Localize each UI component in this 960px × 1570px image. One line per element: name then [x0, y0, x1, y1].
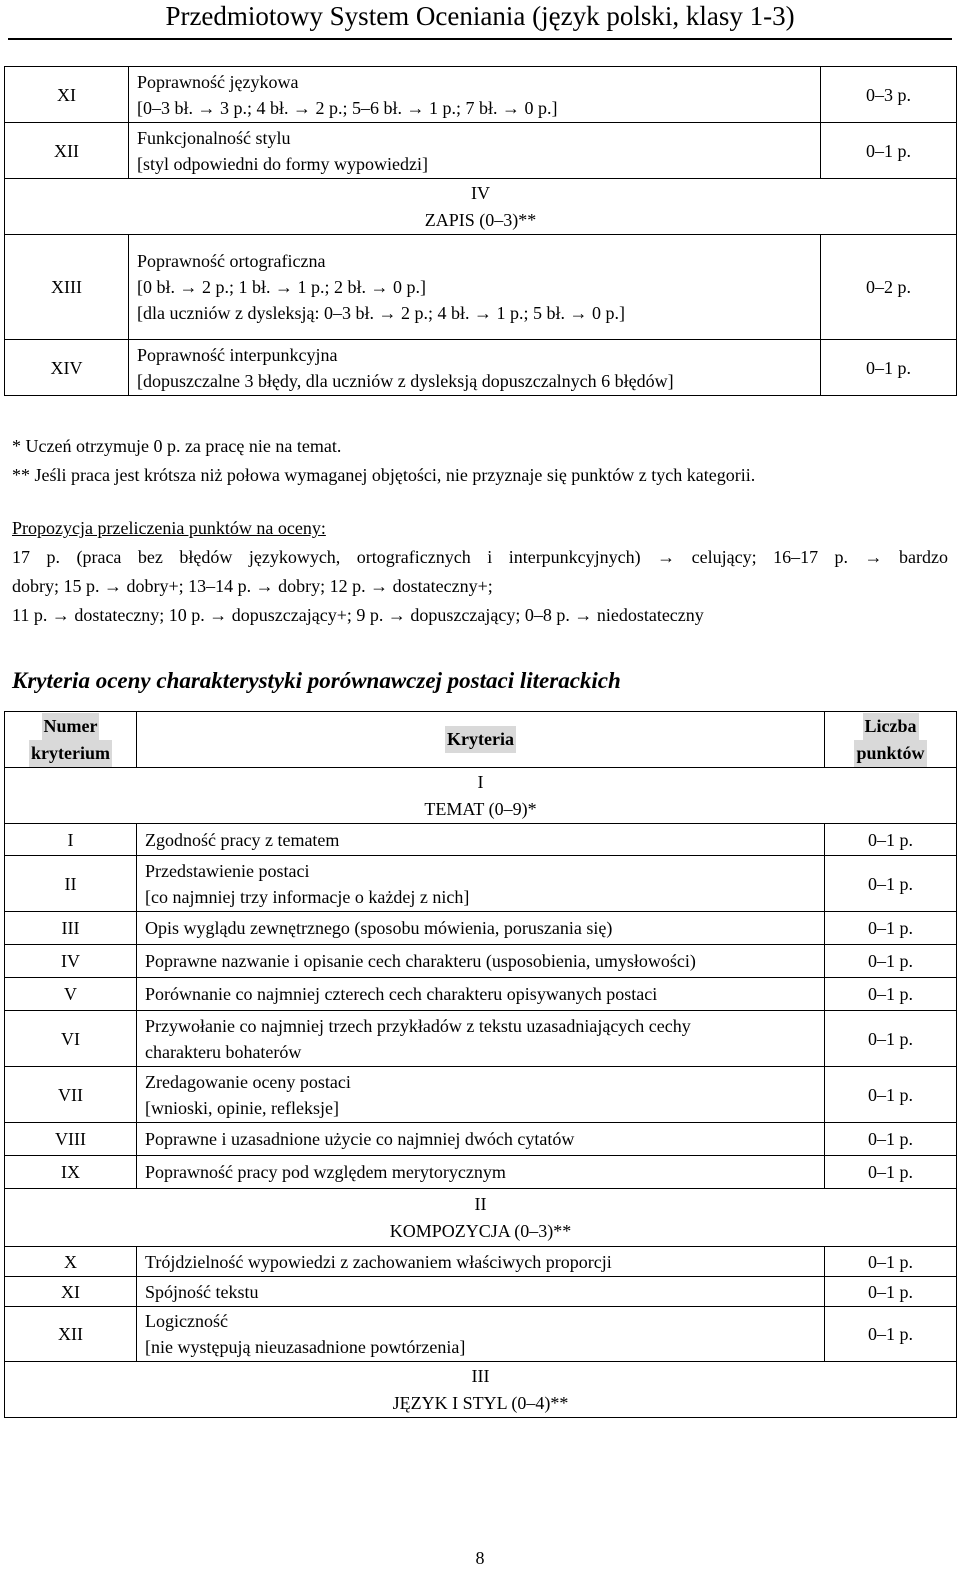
criterion-line: Logiczność	[145, 1311, 228, 1331]
criterion-number: VII	[5, 1067, 137, 1123]
section-row-jezyk	[5, 1362, 957, 1418]
criterion-points: 0–1 p.	[825, 1307, 957, 1362]
criterion-line: [dla uczniów z dysleksją: 0–3 bł. → 2 p.; 4 bł. → 1 p.; 5 bł. → 0 p.]	[137, 303, 625, 323]
criterion-points: 0–3 p.	[821, 67, 957, 123]
criterion-line: Poprawność interpunkcyjna	[137, 344, 338, 365]
header-rule	[8, 38, 952, 40]
table2-head	[5, 712, 957, 824]
table2-section-kompozycja	[5, 1189, 957, 1247]
criterion-points: 0–1 p.	[825, 1247, 957, 1277]
criterion-line: Porównanie co najmniej czterech cech charakteru opisywanych postaci	[145, 984, 658, 1004]
criterion-description	[137, 978, 825, 1011]
criterion-number: IV	[5, 945, 137, 978]
table-row	[5, 856, 957, 912]
criterion-line: Poprawne nazwanie i opisanie cech charakteru (usposobienia, umysłowości)	[145, 951, 696, 971]
criterion-line: Zgodność pracy z tematem	[145, 829, 340, 850]
table-row	[5, 978, 957, 1011]
criterion-number: XIII	[5, 235, 129, 340]
table2-section-jezyk	[5, 1362, 957, 1418]
criterion-number: II	[5, 856, 137, 912]
criterion-number: V	[5, 978, 137, 1011]
header-number	[5, 712, 137, 768]
criteria-table	[4, 711, 957, 1418]
section-roman: I	[477, 771, 484, 792]
criterion-line: Przedstawienie postaci	[145, 860, 310, 881]
section-roman: IV	[471, 182, 490, 203]
table-row	[5, 123, 957, 179]
header-criteria-label: Kryteria	[445, 726, 516, 753]
criterion-line: Opis wyglądu zewnętrznego (sposobu mówienia, poruszania się)	[145, 918, 613, 938]
table1-rows-b	[5, 235, 957, 396]
header-points	[825, 712, 957, 768]
criterion-number: VIII	[5, 1123, 137, 1156]
criterion-description	[137, 1123, 825, 1156]
table-row	[5, 824, 957, 856]
criterion-number: I	[5, 824, 137, 856]
criterion-line: Poprawne i uzasadnione użycie co najmniej dwóch cytatów	[145, 1129, 575, 1149]
section-roman: III	[471, 1365, 490, 1386]
section-name: ZAPIS (0–3)**	[424, 209, 537, 230]
criterion-line: [styl odpowiedni do formy wypowiedzi]	[137, 153, 428, 174]
criteria-table-continued	[4, 66, 957, 396]
criterion-line: Zredagowanie oceny postaci	[145, 1071, 351, 1092]
criterion-points: 0–1 p.	[825, 824, 957, 856]
section-row-kompozycja	[5, 1189, 957, 1247]
table-row	[5, 1067, 957, 1123]
criterion-line: [dopuszczalne 3 błędy, dla uczniów z dysleksją dopuszczalnych 6 błędów]	[137, 370, 674, 391]
section-row-zapis	[5, 179, 957, 235]
table-row	[5, 945, 957, 978]
criterion-line: Poprawność pracy pod względem merytorycznym	[145, 1162, 506, 1182]
criterion-number: XI	[5, 67, 129, 123]
criterion-points: 0–1 p.	[821, 340, 957, 396]
criterion-number: X	[5, 1247, 137, 1277]
criterion-description	[137, 824, 825, 856]
criterion-points: 0–2 p.	[821, 235, 957, 340]
criterion-number: III	[5, 912, 137, 945]
header-number-line: kryterium	[29, 740, 112, 767]
criterion-line: Trójdzielność wypowiedzi z zachowaniem właściwych proporcji	[145, 1251, 612, 1272]
conversion-line: dobry; 15 p. → dobry+; 13–14 p. → dobry; 12 p. → dostateczny+;	[12, 576, 493, 596]
page-title: Przedmiotowy System Oceniania (język polski, klasy 1-3)	[165, 1, 795, 31]
section-heading: Kryteria oceny charakterystyki porównawczej postaci literackich	[12, 668, 621, 693]
section-name: KOMPOZYCJA (0–3)**	[389, 1220, 572, 1241]
criterion-line: Funkcjonalność stylu	[137, 127, 291, 148]
criterion-points: 0–1 p.	[825, 856, 957, 912]
table-row	[5, 1011, 957, 1067]
header-criteria	[137, 712, 825, 768]
section-name: TEMAT (0–9)*	[424, 798, 537, 819]
criterion-points: 0–1 p.	[821, 123, 957, 179]
criterion-description	[129, 123, 821, 179]
criterion-line: [nie występują nieuzasadnione powtórzenia]	[145, 1337, 466, 1357]
table-row	[5, 1247, 957, 1277]
criterion-number: XI	[5, 1277, 137, 1307]
criterion-description	[137, 1067, 825, 1123]
table-row	[5, 235, 957, 340]
criterion-number: XII	[5, 1307, 137, 1362]
footnote-length: ** Jeśli praca jest krótsza niż połowa wymaganej objętości, nie przyznaje się punktów z tych kategorii.	[12, 465, 756, 485]
conversion-line: 17 p. (praca bez błędów językowych, ortograficznych i interpunkcyjnych) → celujący; 16–17 p. → bardzo	[12, 547, 948, 567]
criterion-points: 0–1 p.	[825, 978, 957, 1011]
criterion-description	[137, 945, 825, 978]
criterion-description	[137, 1277, 825, 1307]
criterion-description	[137, 1011, 825, 1067]
criterion-description	[137, 1156, 825, 1189]
criterion-points: 0–1 p.	[825, 945, 957, 978]
conversion-title: Propozycja przeliczenia punktów na oceny:	[12, 518, 326, 538]
criterion-description	[129, 235, 821, 340]
criterion-points: 0–1 p.	[825, 912, 957, 945]
table-row	[5, 340, 957, 396]
criterion-number: XII	[5, 123, 129, 179]
criterion-line: Poprawność językowa	[137, 71, 299, 92]
criterion-points: 0–1 p.	[825, 1156, 957, 1189]
criterion-line: [0 bł. → 2 p.; 1 bł. → 1 p.; 2 bł. → 0 p.]	[137, 277, 426, 297]
criterion-description	[137, 1247, 825, 1277]
criterion-line: Przywołanie co najmniej trzech przykładów z tekstu uzasadniających cechy	[145, 1015, 691, 1036]
table-row	[5, 1123, 957, 1156]
header-points-line: punktów	[854, 740, 926, 767]
criterion-line: [co najmniej trzy informacje o każdej z nich]	[145, 886, 470, 907]
criterion-description	[137, 856, 825, 912]
table-row	[5, 912, 957, 945]
section-roman: II	[474, 1193, 487, 1214]
criterion-description	[129, 340, 821, 396]
grade-conversion	[12, 514, 948, 630]
conversion-line: 11 p. → dostateczny; 10 p. → dopuszczający+; 9 p. → dopuszczający; 0–8 p. → niedostateczny	[12, 605, 704, 625]
page-number: 8	[475, 1548, 485, 1568]
criterion-number: VI	[5, 1011, 137, 1067]
table2-rows-kompozycja	[5, 1247, 957, 1362]
table-row	[5, 1307, 957, 1362]
criterion-line: [0–3 bł. → 3 p.; 4 bł. → 2 p.; 5–6 bł. → 1 p.; 7 bł. → 0 p.]	[137, 97, 558, 118]
section-name: JĘZYK I STYL (0–4)**	[392, 1392, 569, 1413]
section-row-temat	[5, 768, 957, 824]
header-points-line: Liczba	[863, 713, 919, 740]
criterion-description	[129, 67, 821, 123]
table-row	[5, 1156, 957, 1189]
footnote-topic: * Uczeń otrzymuje 0 p. za pracę nie na temat.	[12, 436, 342, 456]
criterion-points: 0–1 p.	[825, 1277, 957, 1307]
criterion-number: IX	[5, 1156, 137, 1189]
criterion-line: Poprawność ortograficzna	[137, 251, 326, 271]
page-header	[0, 0, 960, 40]
criterion-points: 0–1 p.	[825, 1011, 957, 1067]
criterion-line: charakteru bohaterów	[145, 1041, 302, 1062]
table1-rows-a	[5, 67, 957, 179]
table2-rows-temat	[5, 824, 957, 1189]
table-row	[5, 67, 957, 123]
criterion-description	[137, 912, 825, 945]
criterion-number: XIV	[5, 340, 129, 396]
criterion-line: [wnioski, opinie, refleksje]	[145, 1097, 339, 1118]
footnotes	[12, 432, 948, 490]
header-number-line: Numer	[42, 713, 100, 740]
criterion-description	[137, 1307, 825, 1362]
table-row	[5, 1277, 957, 1307]
criterion-points: 0–1 p.	[825, 1123, 957, 1156]
criterion-line: Spójność tekstu	[145, 1281, 259, 1302]
criterion-points: 0–1 p.	[825, 1067, 957, 1123]
table1-section	[5, 179, 957, 235]
